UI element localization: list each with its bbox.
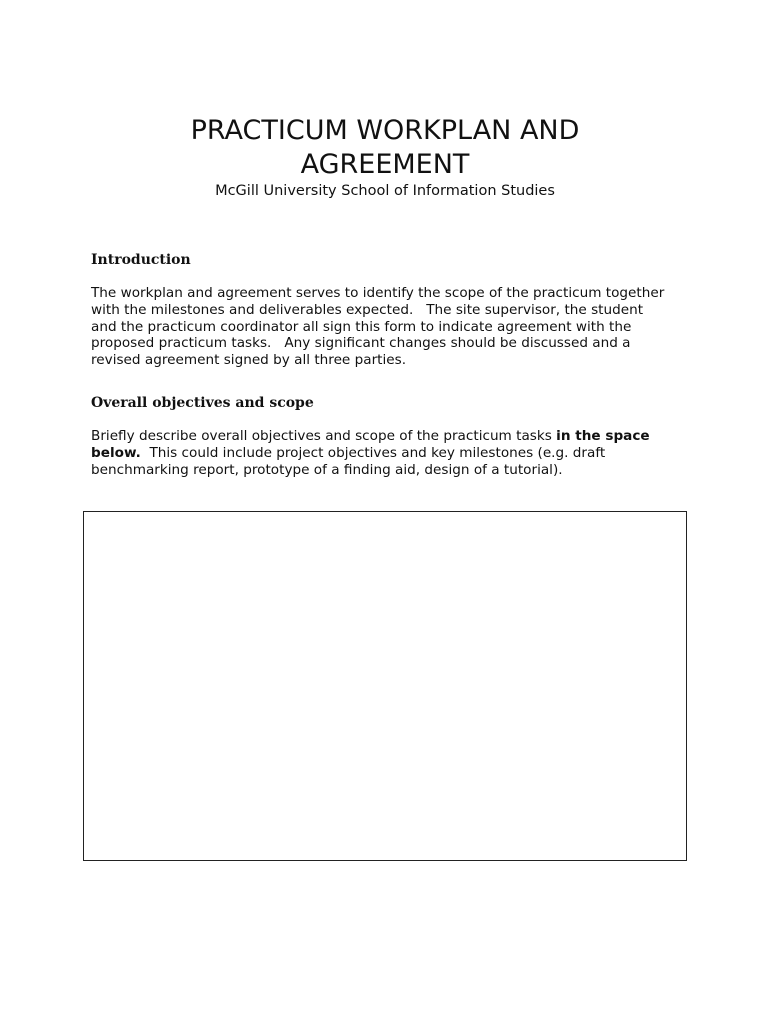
document-title	[0, 114, 770, 182]
objectives-line-1-text: Briefly describe overall objectives and scope of the practicum tasks	[91, 428, 557, 444]
introduction-paragraph	[91, 285, 691, 369]
objectives-emphasis-1: in the space	[556, 428, 650, 444]
objectives-answer-box[interactable]	[83, 511, 687, 861]
introduction-line: The workplan and agreement serves to identify the scope of the practicum together	[91, 285, 665, 301]
document-title-line-1: PRACTICUM WORKPLAN AND	[190, 115, 580, 146]
introduction-heading: Introduction	[91, 252, 191, 268]
objectives-paragraph	[91, 428, 691, 478]
document-subtitle: McGill University School of Information Studies	[215, 183, 555, 199]
objectives-line-2-text: This could include project objectives and key milestones (e.g. draft	[140, 444, 606, 461]
objectives-line-1	[91, 428, 691, 445]
objectives-line-3: benchmarking report, prototype of a finding aid, design of a tutorial).	[91, 461, 563, 478]
introduction-line: and the practicum coordinator all sign this form to indicate agreement with the	[91, 318, 632, 335]
introduction-line: revised agreement signed by all three parties.	[91, 352, 407, 369]
objectives-line-2	[91, 445, 691, 462]
introduction-line: proposed practicum tasks. Any significant changes should be discussed and a	[91, 335, 631, 352]
objectives-heading: Overall objectives and scope	[91, 395, 314, 411]
introduction-line: with the milestones and deliverables expected. The site supervisor, the student	[91, 301, 644, 318]
document-title-line-2: AGREEMENT	[300, 149, 470, 180]
objectives-emphasis-2: below.	[91, 444, 141, 461]
